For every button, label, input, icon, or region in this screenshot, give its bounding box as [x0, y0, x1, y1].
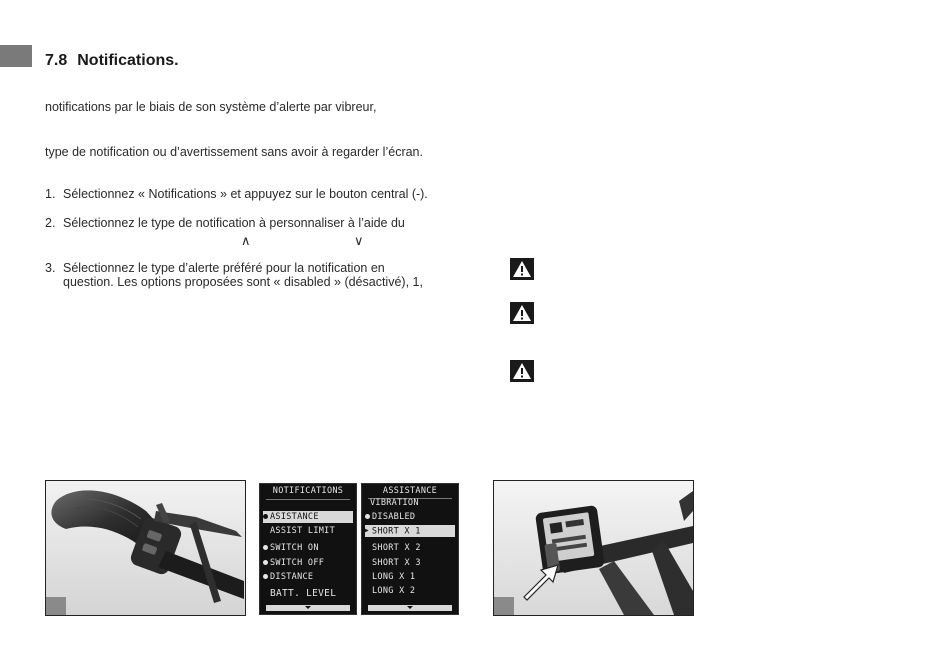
handlebar-remote-photo [45, 480, 246, 616]
paragraph-1: notifications par le biais de son système d’alerte par vibreur, [45, 100, 377, 114]
bullet-icon [365, 514, 370, 519]
display-unit-photo [493, 480, 694, 616]
step-text: Sélectionnez le type d’alerte préféré pour la notification en [63, 261, 385, 275]
figure-number-tab [46, 597, 66, 615]
paragraph-2: type de notification ou d’avertissement sans avoir à regarder l’écran. [45, 145, 423, 159]
scroll-down-icon[interactable] [368, 605, 452, 611]
section-title: Notifications. [77, 52, 179, 69]
menu-item-assistance[interactable]: ASISTANCE [263, 511, 353, 523]
step-number: 3. [45, 261, 56, 275]
option-disabled[interactable]: DISABLED [365, 511, 455, 523]
scroll-down-icon[interactable] [266, 605, 350, 611]
menu-item-switch-on[interactable]: SWITCH ON [263, 542, 353, 554]
bullet-icon [263, 560, 268, 565]
screen-divider [266, 499, 350, 500]
vibration-screen [361, 483, 459, 615]
step-text: Sélectionnez « Notifications » et appuyez sur le bouton central (-). [63, 187, 428, 201]
up-arrow-icon: ∧ [241, 233, 251, 248]
menu-item-switch-off[interactable]: SWITCH OFF [263, 557, 353, 569]
step-3 [45, 261, 475, 291]
option-short-x3[interactable]: SHORT X 3 [372, 558, 421, 568]
option-long-x1[interactable]: LONG X 1 [372, 572, 416, 582]
display-unit-illustration [494, 481, 693, 615]
bullet-icon [263, 545, 268, 550]
screen-header: ASSISTANCE [382, 486, 438, 496]
step-1 [45, 187, 475, 203]
option-short-x2[interactable]: SHORT X 2 [372, 543, 421, 553]
selection-arrow-icon: ▶ [365, 527, 369, 534]
warning-icon [510, 302, 534, 324]
down-arrow-icon: ∨ [354, 233, 364, 248]
handlebar-remote-illustration [46, 481, 245, 615]
bullet-icon [263, 574, 268, 579]
warning-icon [510, 360, 534, 382]
step-number: 2. [45, 216, 56, 230]
menu-item-distance[interactable]: DISTANCE [263, 571, 353, 583]
section-heading [45, 52, 179, 70]
section-number: 7.8 [45, 52, 68, 69]
bullet-icon [263, 514, 268, 519]
screen-header: NOTIFICATIONS [272, 486, 344, 496]
option-short-x1[interactable]: ▶ SHORT X 1 [365, 525, 455, 537]
step-number: 1. [45, 187, 56, 201]
chapter-tab [0, 45, 32, 67]
step-text: Sélectionnez le type de notification à personnaliser à l’aide du [63, 216, 405, 230]
menu-item-assist-limit[interactable]: ASSIST LIMIT [270, 526, 336, 536]
option-long-x2[interactable]: LONG X 2 [372, 586, 416, 596]
screen-subheader: VIBRATION [370, 498, 419, 508]
notifications-screen [259, 483, 357, 615]
warning-icon [510, 258, 534, 280]
step-text-continued: question. Les options proposées sont « disabled » (désactivé), 1, [63, 275, 423, 289]
menu-item-batt-level[interactable]: BATT. LEVEL [270, 588, 337, 599]
step-2 [45, 216, 475, 246]
figure-number-tab [494, 597, 514, 615]
